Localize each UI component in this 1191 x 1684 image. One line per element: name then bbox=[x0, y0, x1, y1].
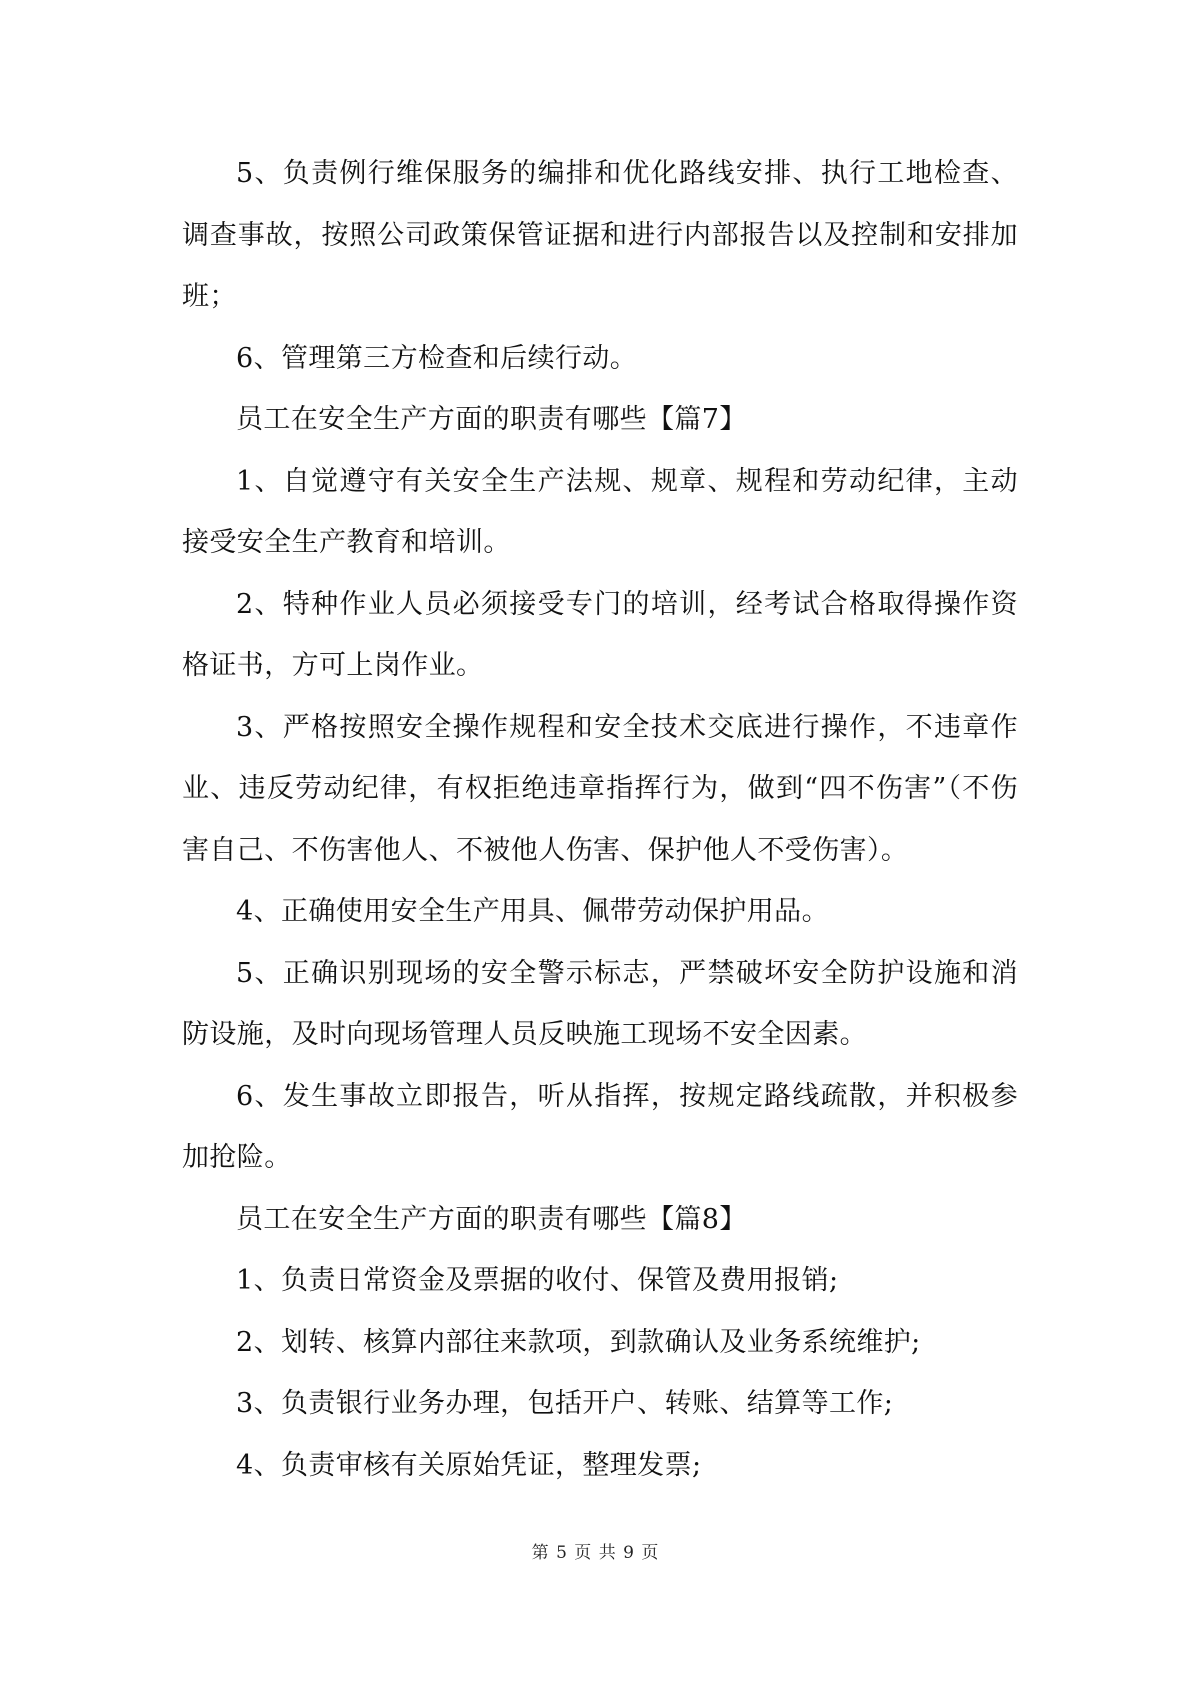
paragraph-item-1-funds: 1、负责日常资金及票据的收付、保管及费用报销; bbox=[236, 1265, 839, 1296]
document-body bbox=[182, 143, 1018, 1496]
paragraph-item-1-comply: 1、自觉遵守有关安全生产法规、规章、规程和劳动纪律，主动接受安全生产教育和培训。 bbox=[182, 465, 1018, 558]
paragraph-item-2-accounting: 2、划转、核算内部往来款项，到款确认及业务系统维护; bbox=[236, 1326, 921, 1358]
paragraph-item-5-duties: 5、负责例行维保服务的编排和优化路线安排、执行工地检查、调查事故，按照公司政策保管证据和进行内部报告以及控制和安排加班； bbox=[182, 158, 1018, 312]
paragraph-item-3-banking: 3、负责银行业务办理，包括开户、转账、结算等工作; bbox=[236, 1388, 894, 1419]
paragraph-item-6-third-party: 6、管理第三方检查和后续行动。 bbox=[236, 342, 638, 374]
page-number-footer: 第 5 页 共 9 页 bbox=[531, 1543, 660, 1563]
paragraph-item-3-operating-rules: 3、严格按照安全操作规程和安全技术交底进行操作，不违章作业、违反劳动纪律，有权拒绝违章指挥行为，做到“四不伤害”（不伤害自己、不伤害他人、不被他人伤害、保护他人不受伤害）。 bbox=[182, 711, 1018, 866]
paragraph-item-2-special-operators: 2、特种作业人员必须接受专门的培训，经考试合格取得操作资格证书，方可上岗作业。 bbox=[182, 588, 1018, 681]
paragraph-item-4-vouchers: 4、负责审核有关原始凭证，整理发票; bbox=[236, 1449, 702, 1481]
paragraph-item-6-accident-report: 6、发生事故立即报告，听从指挥，按规定路线疏散，并积极参加抢险。 bbox=[182, 1080, 1018, 1173]
paragraph-item-5-warning-signs: 5、正确识别现场的安全警示标志，严禁破坏安全防护设施和消防设施，及时向现场管理人员反映施工现场不安全因素。 bbox=[182, 957, 1018, 1050]
section-heading-part-8: 员工在安全生产方面的职责有哪些【篇8】 bbox=[236, 1203, 747, 1235]
paragraph-item-4-protective-gear: 4、正确使用安全生产用具、佩带劳动保护用品。 bbox=[236, 896, 829, 927]
section-heading-part-7: 员工在安全生产方面的职责有哪些【篇7】 bbox=[236, 404, 747, 435]
